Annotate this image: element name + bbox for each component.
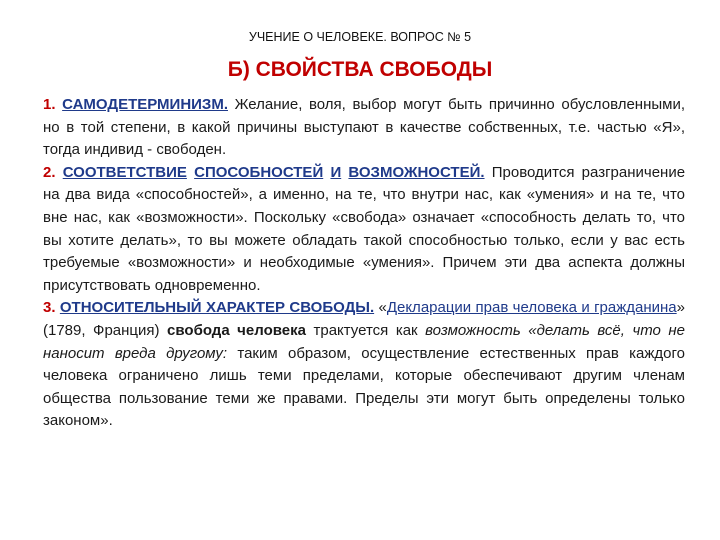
content-body [43,94,685,433]
page-title: Б) СВОЙСТВА СВОБОДЫ [227,58,493,81]
after-link-text: » (1789, Франция) [43,299,685,339]
item-text: таким образом, осуществление естественных прав каждого человека ограничено лишь теми пределами, которые обеспечивают другим членам общества пользование теми же правами. Пределы эти могут быть определены только законом». [43,344,685,430]
quote-open: « [378,299,387,317]
item-number: 3. [43,299,56,317]
item-term: СПОСОБНОСТЕЙ [194,163,324,181]
item-2 [43,162,685,298]
declaration-link[interactable]: Декларации прав человека и гражданина [386,299,677,317]
item-1 [43,94,685,162]
item-term: И [330,163,342,181]
item-term: ОТНОСИТЕЛЬНЫЙ ХАРАКТЕР СВОБОДЫ. [59,299,375,317]
item-number: 2. [43,163,56,181]
item-text: Желание, воля, выбор могут быть причинно обусловленными, но в той степени, в какой причины выступают в качестве собственных, т.е. частью «Я», тогда индивид - свободен. [43,96,686,159]
item-number: 1. [43,96,56,113]
bold-phrase: свобода человека [167,321,306,339]
page-header: УЧЕНИЕ О ЧЕЛОВЕКЕ. ВОПРОС № 5 [248,30,472,44]
item-term: ВОЗМОЖНОСТЕЙ. [348,163,485,181]
verb-text: трактуется как [313,321,418,339]
item-3 [43,297,685,433]
item-term: САМОДЕТЕРМИНИЗМ. [62,96,228,113]
italic-text: возможность «делать всё, что не наносит вреда другому: [43,321,686,362]
item-text: Проводится разграничение на два вида «способностей», а именно, на те, что внутри нас, как «умения» и на те, что вне нас, как «возможности». Поскольку «свобода» означает «способность делать то, что вы хотите делать», то вы можете обладать такой способностью только, если у вас есть требуемые «возможности» и необходимые «умения». Причем эти два аспекта должны присутствовать одновременно. [43,163,686,294]
item-term: СООТВЕТСТВИЕ [62,163,187,181]
